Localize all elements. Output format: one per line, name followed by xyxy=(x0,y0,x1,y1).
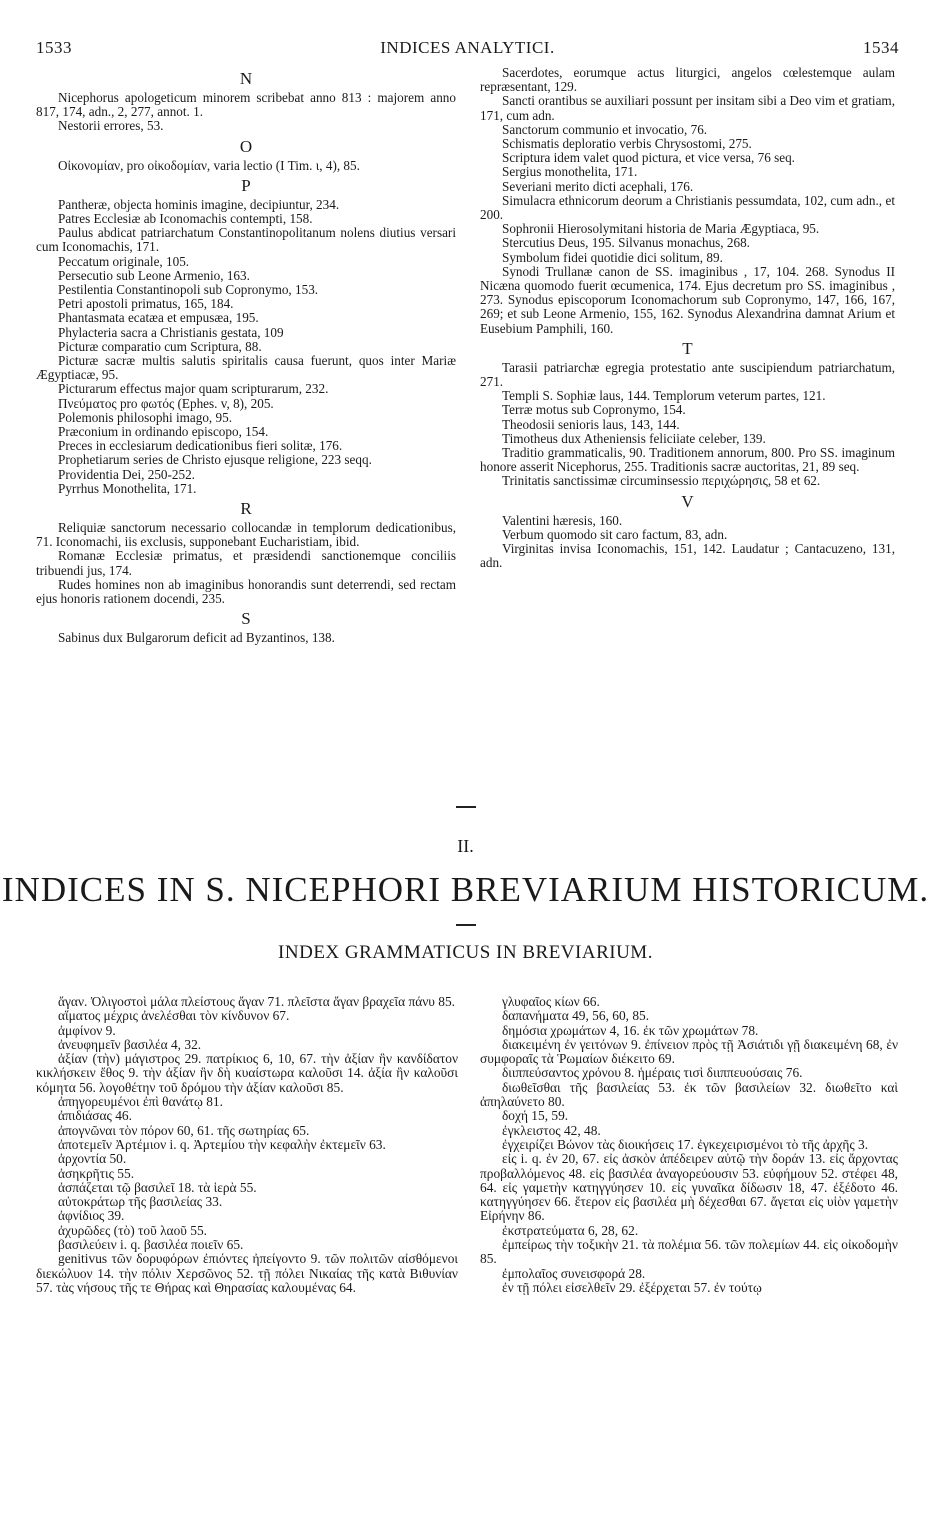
index-entry: Theodosii senioris laus, 143, 144. xyxy=(502,416,680,432)
grammatical-entry: ἐμπείρως τὴν τοξικὴν 21. τὰ πολέμια 56. τῶν πολεμίων 44. εἰς οἰκοδομὴν 85. xyxy=(480,1237,898,1267)
index-entry: Πνεύματος pro φωτός (Ephes. v, 8), 205. xyxy=(58,395,274,411)
page-number-right: 1534 xyxy=(863,38,899,57)
index-entry: Stercutius Deus, 195. Silvanus monachus, 268. xyxy=(502,235,750,251)
grammatical-entry: ἐν τῇ πόλει εἰσελθεῖν 29. ἐξέρχεται 57. ἐν τούτῳ xyxy=(502,1279,762,1295)
grammatical-entry: ἀποτεμεῖν Ἀρτέμιον i. q. Ἀρτεμίου τὴν κεφαλὴν ἐκτεμεῖν 63. xyxy=(58,1136,386,1152)
index-entry: Prophetiarum series de Christo ejusque religione, 223 seqq. xyxy=(58,452,372,468)
grammatical-entry: ἐμπολαῖος συνεισφορά 28. xyxy=(502,1265,646,1281)
index-letter-heading: O xyxy=(239,136,253,156)
index-entry: Præconium in ordinando episcopo, 154. xyxy=(58,424,269,440)
grammatical-entry: ἀπογνῶναι τὸν πόρον 60, 61. τῆς σωτηρίας 65. xyxy=(58,1122,310,1138)
index-entry: Sancti orantibus se auxiliari possunt per insitam sibi a Deo vim et gratiam, 171, cum adn. xyxy=(480,93,895,123)
grammatical-entry: διωθεῖσθαι τῆς βασιλείας 53. ἐκ τῶν βασιλείων 32. διωθεῖτο καὶ ἀπηλαύνετο 80. xyxy=(480,1079,898,1110)
index-entry: Rudes homines non ab imaginibus honorandis sunt deterrendi, sed rectam ejus honoris rationem docendi, 235. xyxy=(36,576,456,607)
index-entry: Sanctorum communio et invocatio, 76. xyxy=(502,121,708,137)
grammatical-entry: ἀπηγορευμένοι ἐπὶ θανάτῳ 81. xyxy=(58,1094,223,1110)
index-entry: Trinitatis sanctissimæ circuminsessio περιχώρησις, 58 et 62. xyxy=(502,473,821,489)
index-entry: Schismatis deploratio verbis Chrysostomi, 275. xyxy=(502,136,752,152)
grammatical-entry: ἐγχειρίζει Βώνον τὰς διοικήσεις 17. ἐγκεχειρισμένοι τὸ τῆς ἀρχῆς 3. xyxy=(502,1136,869,1152)
index-entry: Scriptura idem valet quod pictura, et vice versa, 76 seq. xyxy=(502,150,795,166)
index-entry: Valentini hæresis, 160. xyxy=(502,512,623,528)
index-entry: Patres Ecclesiæ ab Iconomachis contempti, 158. xyxy=(58,211,313,227)
grammatical-entry: δαπανήματα 49, 56, 60, 85. xyxy=(502,1008,650,1024)
index-entry: Persecutio sub Leone Armenio, 163. xyxy=(58,267,250,283)
index-letter-heading: S xyxy=(241,609,251,629)
index-entry: Sacerdotes, eorumque actus liturgici, angelos cœlestemque aulam repræsentant, 129. xyxy=(480,65,895,95)
index-entry: Virginitas invisa Iconomachis, 151, 142. Laudatur ; Cantacuzeno, 131, adn. xyxy=(480,541,895,571)
grammatical-entry: διακειμένη ἐν γειτόνων 9. ἐπίνειον πρὸς τῇ Ἀσιάτιδι γῇ διακειμένη 68, ἐν συμφοραῖς τὰ Ῥωμαίων διέκειτο 69. xyxy=(480,1036,898,1067)
index-entry: Reliquiæ sanctorum necessario collocandæ in templorum dedicationibus, 71. Iconomachi, iis exclusis, supponebant Eucharistiam, ibid. xyxy=(36,520,456,550)
index-entry: Timotheus dux Atheniensis feliciiate celeber, 139. xyxy=(502,430,766,446)
index-entry: Preces in ecclesiarum dedicationibus fieri solitæ, 176. xyxy=(58,438,343,454)
grammatical-entry: ἀχυρῶδες (τὸ) τοῦ λαοῦ 55. xyxy=(58,1222,207,1238)
index-letter-heading: P xyxy=(241,175,251,195)
grammatical-entry: διιππεύσαντος χρόνου 8. ἡμέραις τισὶ διιππευούσαις 76. xyxy=(502,1065,803,1081)
section-title: INDICES IN S. NICEPHORI BREVIARIUM HISTORICUM. xyxy=(1,870,930,909)
index-entry: Synodi Trullanæ canon de SS. imaginibus , 17, 104. 268. Synodus II Nicæna quomodo fuerit œcumenica, 174. Ejus decretum pro SS. imaginibus , 273. Synodus episcoporum Iconomachorum sub Copronymo, 147, 166, 167, 269; et sub Leone Armenio, 155, 162. Synodus Alexandrina damnat Arium et Eusebium Pamphili, 160. xyxy=(480,263,895,336)
section-subtitle: INDEX GRAMMATICUS IN BREVIARIUM. xyxy=(278,942,653,963)
running-head xyxy=(36,38,899,62)
index-entry: Simulacra ethnicorum deorum a Christianis pessumdata, 102, cum adn., et 200. xyxy=(480,192,895,223)
grammatical-entry: δοχή 15, 59. xyxy=(502,1108,569,1124)
grammatical-entry: ἄγαν. Ὀλιγοστοὶ μάλα πλείστους ἄγαν 71. πλεῖστα ἄγαν βραχεῖα πάνυ 85. xyxy=(58,994,456,1009)
section-rule xyxy=(456,806,476,808)
index-entry: Picturæ comparatio cum Scriptura, 88. xyxy=(58,338,262,354)
title-rule xyxy=(456,924,476,926)
index-entry: Nestorii errores, 53. xyxy=(58,118,164,134)
grammatical-entry: ἀσηκρῆτις 55. xyxy=(58,1165,135,1181)
index-entry: Terræ motus sub Copronymo, 154. xyxy=(502,402,686,418)
index-entry: Picturæ sacræ multis salutis spiritalis causa fuerunt, quos inter Mariæ Ægyptiacæ, 95. xyxy=(36,353,456,383)
index-column-left xyxy=(36,66,456,646)
page-number-left: 1533 xyxy=(36,38,72,57)
index-entry: Traditio grammaticalis, 90. Traditionem annorum, 800. Pro SS. imaginum honore asserit Nicephorus, 255. Traditionis sacræ auctoritas, 21, 89 seq. xyxy=(480,445,895,475)
grammatical-entry: εἰς i. q. ἐν 20, 67. εἰς ἀσκὸν ἀπέδειρεν αὐτῷ τὴν δοράν 13. εἰς ἄρχοντας προβαλλόμενος 48. εἰς βασιλέα ἀναγορεύουσιν 53. εὐφήμουν 52. στέφει 48, 64. εἰς γαμετὴν κατηγγύησεν 10. εἰς γυναῖκα δίδωσιν 18, 47. ἐξέδοτο 46. κατηγγύησεν 66. ἕτερον εἰς βασιλέα μὴ δέχεσθαι 67. ἄγεται εἰς υἱὸν γαμετὴν Εἰρήνην 86. xyxy=(480,1151,898,1224)
grammatical-entry: ἀνευφημεῖν βασιλέα 4, 32. xyxy=(58,1036,202,1052)
grammatical-entry: ἀξίαν (τὴν) μάγιστρος 29. πατρίκιος 6, 10, 67. τὴν ἀξίαν ἣν κανδίδατον κικλήσκειν ἔθος 9. τὴν ἀξίαν ἣν δὴ κυαίστωρα καλοῦσι 14. ἀξία ἣν καλοῦσι κόμητα 56. λογοθέτην τοῦ δρόμου τὴν ἀξίαν καλοῦσι 85. xyxy=(36,1051,458,1095)
section-number: II. xyxy=(457,836,474,856)
index-entry: Verbum quomodo sit caro factum, 83, adn. xyxy=(502,526,728,542)
index-entry: Romanæ Ecclesiæ primatus, et præsidendi sanctionemque conciliis tribuendi jus, 174. xyxy=(36,548,456,578)
grammatical-entry: ἐκστρατεύματα 6, 28, 62. xyxy=(502,1222,639,1238)
grammatical-entry: ἀμφίνον 9. xyxy=(58,1022,116,1038)
index-entry: Οἰκονομίαν, pro οἰκοδομίαν, varia lectio (I Tim. ι, 4), 85. xyxy=(58,157,360,173)
index-entry: Pantheræ, objecta hominis imagine, decipiuntur, 234. xyxy=(58,196,340,212)
index-entry: Sergius monothelita, 171. xyxy=(502,164,638,180)
index-entry: Sophronii Hierosolymitani historia de Maria Ægyptiaca, 95. xyxy=(502,221,820,237)
grammatical-entry: γλυφαῖος κίων 66. xyxy=(502,994,600,1009)
index-letter-heading: R xyxy=(240,499,252,519)
index-entry: Phylacteria sacra a Christianis gestata, 109 xyxy=(58,324,284,340)
index-entry: Pyrrhus Monothelita, 171. xyxy=(58,480,197,496)
running-title: INDICES ANALYTICI. xyxy=(380,38,555,57)
grammatical-entry: βασιλεύειν i. q. βασιλέα ποιεῖν 65. xyxy=(58,1237,244,1253)
grammatical-entry: genitivus τῶν δορυφόρων ἐπιόντες ἠπείγοντο 9. τῶν πολιτῶν αἰσθόμενοι διεκώλυον 14. τὴν πόλιν Χερσῶνος 52. τῇ πόλει Νικαίας τῆς κατὰ Βιθυνίαν 57. τὰς νήσους τῆς τε Θήρας καὶ Θηρασίας καλουμένας 64. xyxy=(36,1251,458,1295)
index-letter-heading: V xyxy=(681,491,694,511)
grammatical-entry: δημόσια χρωμάτων 4, 16. ἐκ τῶν χρωμάτων 78. xyxy=(502,1022,759,1038)
index-entry: Symbolum fidei quotidie dici solitum, 89. xyxy=(502,249,723,265)
index-entry: Peccatum originale, 105. xyxy=(58,253,190,269)
index-entry: Polemonis philosophi imago, 95. xyxy=(58,409,233,425)
index-entry: Picturarum effectus major quam scripturarum, 232. xyxy=(58,381,329,397)
index-entry: Tarasii patriarchæ egregia protestatio ante suscipiendum patriarchatum, 271. xyxy=(480,359,895,390)
index-letter-heading: T xyxy=(682,338,693,358)
grammatical-entry: ἀφνίδιος 39. xyxy=(58,1208,125,1224)
index-entry: Petri apostoli primatus, 165, 184. xyxy=(58,296,234,312)
index-entry: Severiani merito dicti acephali, 176. xyxy=(502,178,694,194)
index-entry: Phantasmata ecatæa et empusæa, 195. xyxy=(58,310,259,326)
grammaticus-column-left xyxy=(36,995,458,1295)
grammaticus-column-right xyxy=(480,995,898,1295)
grammatical-entry: ἀρχοντία 50. xyxy=(58,1151,127,1167)
grammatical-entry: ἐγκλειστος 42, 48. xyxy=(502,1122,601,1138)
index-letter-heading: N xyxy=(239,69,253,88)
index-entry: Paulus abdicat patriarchatum Constantinopolitanum nolens diutius versari cum Iconomachis, 171. xyxy=(36,225,456,255)
grammatical-entry: αὐτοκράτωρ τῆς βασιλείας 33. xyxy=(58,1194,223,1210)
index-entry: Pestilentia Constantinopoli sub Copronymo, 153. xyxy=(58,282,319,298)
index-entry: Sabinus dux Bulgarorum deficit ad Byzantinos, 138. xyxy=(58,630,335,646)
grammatical-entry: αἵματος μέχρις ἀνελέσθαι τὸν κίνδυνον 67. xyxy=(58,1008,290,1024)
index-column-right xyxy=(480,66,895,571)
index-entry: Nicephorus apologeticum minorem scribebat anno 813 : majorem anno 817, 174, adn., 2, 277, annot. 1. xyxy=(36,90,456,120)
index-entry: Templi S. Sophiæ laus, 144. Templorum veterum partes, 121. xyxy=(502,388,826,404)
grammatical-entry: ἀσπάζεται τῷ βασιλεῖ 18. τὰ ἱερὰ 55. xyxy=(58,1179,257,1195)
grammatical-entry: ἀπιδιάσας 46. xyxy=(58,1108,132,1124)
index-entry: Providentia Dei, 250-252. xyxy=(58,466,195,482)
